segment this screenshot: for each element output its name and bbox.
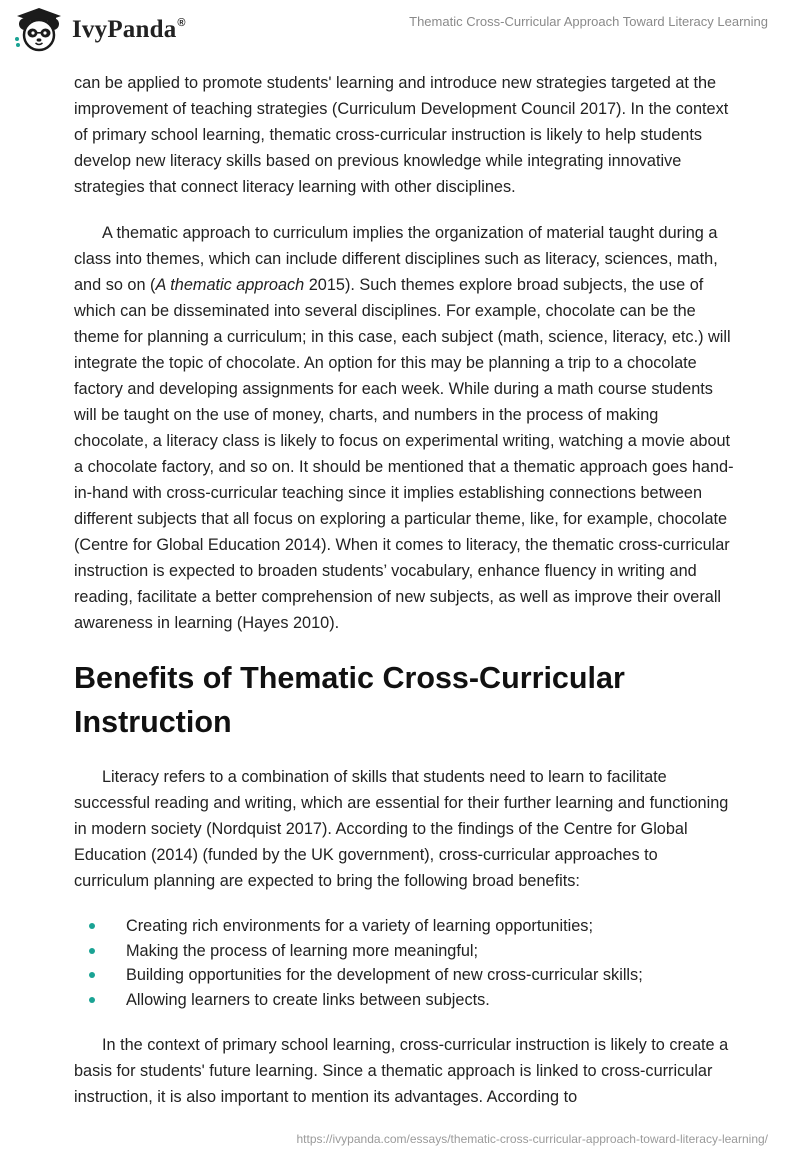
list-item: [74, 914, 734, 939]
paragraph-text-before: A thematic approach to curriculum implies the organization of material taught during a class into themes, which can include different disciplines such as literacy, sciences, math, and so on (: [74, 224, 718, 294]
citation-title: A thematic approach: [155, 276, 305, 294]
list-item: [74, 939, 734, 964]
benefits-list: [74, 914, 734, 1012]
section-heading: Benefits of Thematic Cross-Curricular Instruction: [74, 661, 625, 739]
bullet-icon: [89, 997, 95, 1003]
ivypanda-logo[interactable]: [14, 6, 186, 54]
bullet-icon: [89, 948, 95, 954]
bullet-icon: [89, 972, 95, 978]
paragraph-continued: can be applied to promote students' learning and introduce new strategies targeted at the improvement of teaching strategies (Curriculum Development Council 2017). In the context of primary school learning, thematic cross-curricular instruction is likely to help students develop new literacy skills based on previous knowledge while integrating innovative strategies that connect literacy learning with other disciplines.: [74, 74, 729, 196]
list-item-text: Making the process of learning more meaningful;: [126, 941, 479, 960]
paragraph-literacy: Literacy refers to a combination of skills that students need to learn to facilitate successful reading and writing, which are essential for their further learning and functioning in modern society (Nordquist 2017). According to the findings of the Centre for Global Education (2014) (funded by the UK government), cross-curricular approaches to curriculum planning are expected to bring the following broad benefits:: [74, 768, 729, 890]
list-item-text: Creating rich environments for a variety of learning opportunities;: [126, 917, 593, 935]
list-item: [74, 988, 734, 1013]
source-url[interactable]: https://ivypanda.com/essays/thematic-cross-curricular-approach-toward-literacy-learning/: [296, 1132, 768, 1146]
running-title: Thematic Cross-Curricular Approach Toward Literacy Learning: [409, 14, 768, 29]
paragraph-text-after: 2015). Such themes explore broad subjects, the use of which can be disseminated into several disciplines. For example, chocolate can be the theme for planning a curriculum; in this case, each subject (math, science, literacy, etc.) will integrate the topic of chocolate. An option for this may be planning a trip to a chocolate factory and developing assignments for each week. While during a math course students will be taught on the use of money, charts, and numbers in the process of making chocolate, a literacy class is likely to focus on experimental writing, watching a movie about a chocolate factory, and so on. It should be mentioned that a thematic approach goes hand-in-hand with cross-curricular teaching since it implies establishing connections between different subjects that all focus on exploring a particular theme, like, for example, chocolate (Centre for Global Education 2014). When it comes to literacy, the thematic cross-curricular instruction is expected to broaden students’ vocabulary, enhance fluency in writing and reading, facilitate a better comprehension of new subjects, as well as improve their overall awareness in learning (Hayes 2010).: [74, 276, 734, 632]
brand-text: IvyPanda: [72, 16, 177, 43]
article-body: [74, 70, 734, 1130]
list-item: [74, 963, 734, 988]
brand-name: [72, 16, 186, 44]
paragraph-thematic-approach: [74, 220, 734, 636]
list-item-text: Building opportunities for the development of new cross-curricular skills;: [126, 966, 643, 984]
paragraph-primary-school: In the context of primary school learning, cross-curricular instruction is likely to create a basis for students' future learning. Since a thematic approach is linked to cross-curricular instruction, it is also important to mention its advantages. According to: [74, 1036, 729, 1106]
bullet-icon: [89, 923, 95, 929]
registered-mark: ®: [177, 17, 186, 29]
list-item-text: Allowing learners to create links between subjects.: [126, 990, 490, 1009]
page-header: [0, 0, 800, 62]
panda-icon: [14, 6, 64, 54]
